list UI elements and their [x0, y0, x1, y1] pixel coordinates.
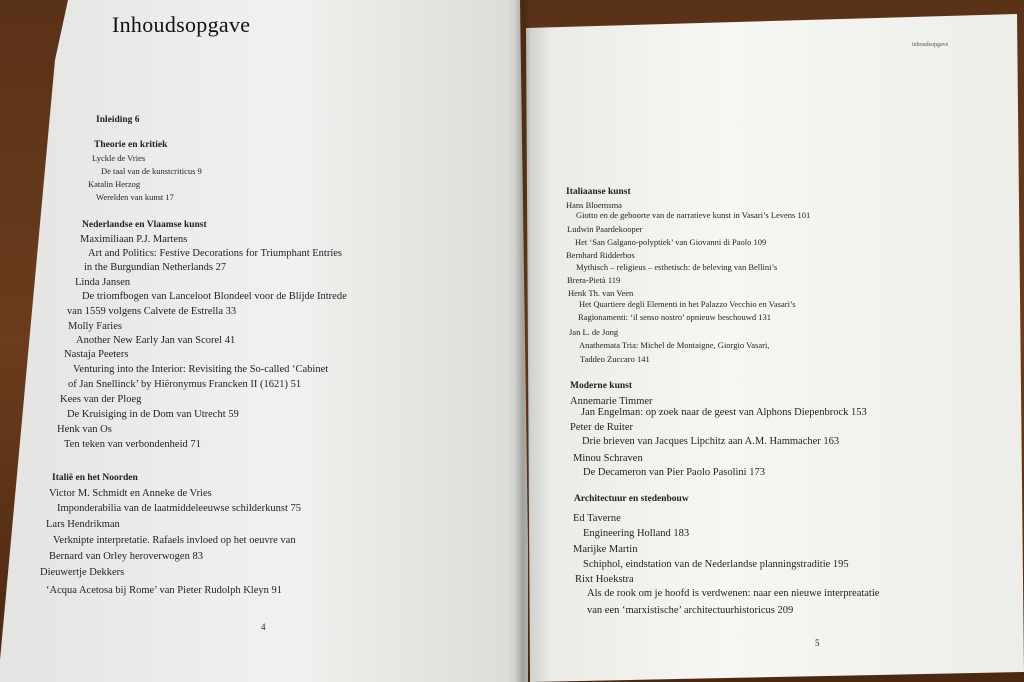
right-toc-line: Het Quartiere degli Elementi in het Palazzo Vecchio en Vasari’s: [579, 299, 796, 309]
left-toc-line: Imponderabilia van de laatmiddeleeuwse schilderkunst 75: [57, 503, 302, 514]
left-toc-line: De taal van de kunstcriticus 9: [101, 166, 202, 176]
left-toc-line: Lyckle de Vries: [92, 153, 146, 163]
left-toc-line: Another New Early Jan van Scorel 41: [76, 335, 236, 346]
right-toc-line: De Decameron van Pier Paolo Pasolini 173: [583, 467, 765, 478]
right-toc-line: van een ‘marxistische’ architectuurhistoricus 209: [587, 605, 794, 616]
right-toc-line: Als de rook om je hoofd is verdwenen: naar een nieuwe interpreatatie: [587, 588, 880, 599]
left-toc-line: De triomfbogen van Lanceloot Blondeel voor de Blijde Intrede: [82, 291, 347, 302]
right-toc-line: Mythisch – religieus – esthetisch: de beleving van Bellini’s: [576, 262, 778, 272]
page-title: Inhoudsopgave: [112, 12, 251, 37]
left-toc-line: of Jan Snellinck’ by Hiëronymus Francken II (1621) 51: [68, 379, 302, 390]
running-head: inhoudsopgave: [912, 42, 949, 48]
left-toc-line: Henk van Os: [57, 424, 112, 435]
left-toc-line: Theorie en kritiek: [94, 140, 168, 150]
right-toc-line: Hans Bloemsma: [566, 200, 622, 210]
right-toc-line: Marijke Martin: [573, 544, 638, 555]
right-toc-line: Schiphol, eindstation van de Nederlandse planningstraditie 195: [583, 559, 849, 570]
right-toc-line: Bernhard Ridderbos: [566, 250, 635, 260]
left-toc-line: Molly Faries: [68, 321, 122, 332]
left-toc-line: Maximiliaan P.J. Martens: [80, 234, 188, 245]
left-toc-line: Ten teken van verbondenheid 71: [64, 439, 201, 450]
left-toc-line: in the Burgundian Netherlands 27: [84, 262, 227, 273]
right-toc-line: Ragionamenti: ‘il senso nostro’ opnieuw beschouwd 131: [578, 312, 771, 322]
left-toc-line: Art and Politics: Festive Decorations for Triumphant Entries: [88, 248, 343, 259]
right-toc-line: Giotto en de geboorte van de narratieve kunst in Vasari’s Levens 101: [576, 210, 811, 220]
right-toc-line: Het ‘San Galgano-polyptiek’ van Giovanni di Paolo 109: [575, 237, 767, 247]
right-toc-line: Jan Engelman: op zoek naar de geest van Alphons Diepenbrock 153: [581, 407, 867, 418]
left-toc-line: Kees van der Ploeg: [60, 394, 142, 405]
right-toc-line: Rixt Hoekstra: [575, 574, 634, 585]
left-toc-line: Victor M. Schmidt en Anneke de Vries: [49, 488, 212, 499]
right-page-number: 5: [815, 638, 820, 648]
left-toc-line: van 1559 volgens Calvete de Estrella 33: [67, 306, 237, 317]
left-toc-line: Lars Hendrikman: [46, 519, 120, 530]
left-toc-line: Verknipte interpretatie. Rafaels invloed op het oeuvre van: [53, 535, 296, 546]
right-toc-line: Minou Schraven: [573, 453, 643, 464]
right-toc-line: Peter de Ruiter: [570, 422, 633, 433]
left-toc-line: De Kruisiging in de Dom van Utrecht 59: [67, 409, 239, 420]
left-toc-line: ‘Acqua Acetosa bij Rome’ van Pieter Rudolph Kleyn 91: [46, 585, 283, 596]
right-toc-line: Engineering Holland 183: [583, 528, 690, 539]
left-page-number: 4: [261, 622, 266, 632]
left-toc-line: Dieuwertje Dekkers: [40, 567, 125, 578]
left-toc-line: Linda Jansen: [75, 277, 131, 288]
left-toc-line: Katalin Herzog: [88, 179, 141, 189]
book-gutter: [515, 0, 531, 682]
right-toc-line: Ed Taverne: [573, 513, 621, 524]
left-toc-line: Bernard van Orley heroverwogen 83: [49, 551, 203, 562]
right-toc-line: Italiaanse kunst: [566, 187, 631, 197]
left-toc-line: Italië en het Noorden: [52, 473, 138, 483]
left-toc-line: Nastaja Peeters: [64, 349, 129, 360]
right-toc-line: Henk Th. van Veen: [568, 288, 634, 298]
left-toc-line: Venturing into the Interior: Revisiting the So-called ‘Cabinet: [73, 364, 329, 375]
right-toc-line: Brera-Pietà 119: [567, 275, 621, 285]
right-toc-line: Jan L. de Jong: [569, 327, 619, 337]
left-toc-line: Nederlandse en Vlaamse kunst: [82, 220, 207, 230]
right-toc-line: Drie brieven van Jacques Lipchitz aan A.M. Hammacher 163: [582, 436, 840, 447]
left-toc-line: Werelden van kunst 17: [96, 192, 174, 202]
right-toc-line: Moderne kunst: [570, 381, 633, 391]
left-toc-line: Inleiding 6: [96, 115, 140, 125]
right-toc-line: Annemarie Timmer: [570, 396, 653, 407]
right-toc-line: Ludwin Paardekooper: [567, 224, 643, 234]
right-toc-line: Taddeo Zuccaro 141: [580, 354, 650, 364]
right-toc-line: Anathemata Tria: Michel de Montaigne, Giorgio Vasari,: [579, 340, 770, 350]
right-toc-line: Architectuur en stedenbouw: [574, 494, 689, 504]
